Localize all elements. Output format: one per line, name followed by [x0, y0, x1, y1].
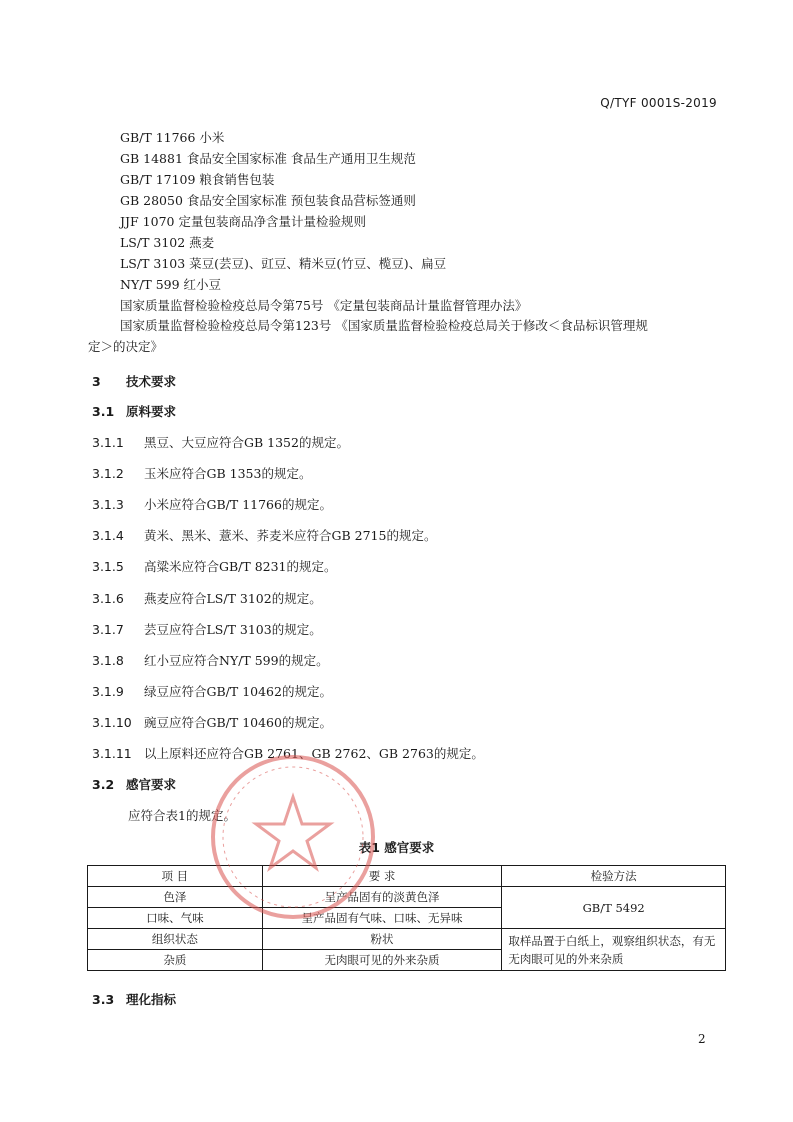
section-heading-3-1: 3.1 原料要求: [92, 404, 177, 419]
clause: 3.1.6 燕麦应符合LS/T 3102的规定。: [92, 591, 322, 606]
table-header-cell: 检验方法: [502, 866, 726, 887]
reference-item: JJF 1070 定量包装商品净含量计量检验规则: [120, 214, 366, 229]
clause: 3.1.10 豌豆应符合GB/T 10460的规定。: [92, 715, 332, 730]
table-cell-item: 口味、气味: [88, 908, 263, 929]
reference-item: GB 28050 食品安全国家标准 预包装食品营标签通则: [120, 193, 416, 208]
clause: 3.1.5 高粱米应符合GB/T 8231的规定。: [92, 559, 337, 574]
reference-line: 定＞的决定》: [88, 339, 164, 354]
clause: 3.1.1 黑豆、大豆应符合GB 1352的规定。: [92, 435, 349, 450]
table-cell-item: 色泽: [88, 887, 263, 908]
reference-item: GB/T 11766 小米: [120, 130, 225, 145]
table-cell-item: 组织状态: [88, 929, 263, 950]
reference-item: GB/T 17109 粮食销售包装: [120, 172, 275, 187]
table-cell-requirement: 呈产品固有气味、口味、无异味: [262, 908, 502, 929]
table-cell-requirement: 呈产品固有的淡黄色泽: [262, 887, 502, 908]
official-seal-icon: [208, 752, 378, 922]
table-cell-item: 杂质: [88, 950, 263, 971]
table-cell-requirement: 无肉眼可见的外来杂质: [262, 950, 502, 971]
section-heading-3-2: 3.2 感官要求: [92, 777, 177, 792]
sensory-table: [87, 865, 726, 971]
reference-line: 国家质量监督检验检疫总局令第123号 《国家质量监督检验检疫总局关于修改＜食品标识管理规: [120, 318, 648, 333]
section-paragraph: 应符合表1的规定。: [128, 808, 236, 823]
table-header-row: [88, 866, 726, 887]
table-header-cell: 要 求: [262, 866, 502, 887]
table-cell-requirement: 粉状: [262, 929, 502, 950]
clause: 3.1.11 以上原料还应符合GB 2761、GB 2762、GB 2763的规定。: [92, 746, 484, 761]
document-code: Q/TYF 0001S-2019: [600, 96, 717, 110]
clause: 3.1.4 黄米、黑米、薏米、荞麦米应符合GB 2715的规定。: [92, 528, 437, 543]
clause: 3.1.3 小米应符合GB/T 11766的规定。: [92, 497, 332, 512]
table-cell-method: 取样品置于白纸上，观察组织状态，有无无肉眼可见的外来杂质: [502, 929, 726, 971]
section-heading-3-3: 3.3 理化指标: [92, 992, 177, 1007]
reference-item-wrapped: [88, 315, 728, 357]
clause: 3.1.9 绿豆应符合GB/T 10462的规定。: [92, 684, 332, 699]
table-header-cell: 项 目: [88, 866, 263, 887]
section-heading-3: 3 技术要求: [92, 374, 177, 389]
table-caption: 表1 感官要求: [358, 840, 435, 855]
clause: 3.1.7 芸豆应符合LS/T 3103的规定。: [92, 622, 322, 637]
page-number: 2: [698, 1032, 706, 1046]
table-row: [88, 887, 726, 908]
reference-item: LS/T 3102 燕麦: [120, 235, 215, 250]
reference-item: NY/T 599 红小豆: [120, 277, 222, 292]
reference-item: GB 14881 食品安全国家标准 食品生产通用卫生规范: [120, 151, 416, 166]
clause: 3.1.2 玉米应符合GB 1353的规定。: [92, 466, 312, 481]
reference-item: 国家质量监督检验检疫总局令第75号 《定量包装商品计量监督管理办法》: [120, 298, 528, 313]
reference-item: LS/T 3103 菜豆(芸豆)、豇豆、精米豆(竹豆、榄豆)、扁豆: [120, 256, 447, 271]
table-row: [88, 929, 726, 950]
table-cell-method: GB/T 5492: [502, 887, 726, 929]
clause: 3.1.8 红小豆应符合NY/T 599的规定。: [92, 653, 329, 668]
